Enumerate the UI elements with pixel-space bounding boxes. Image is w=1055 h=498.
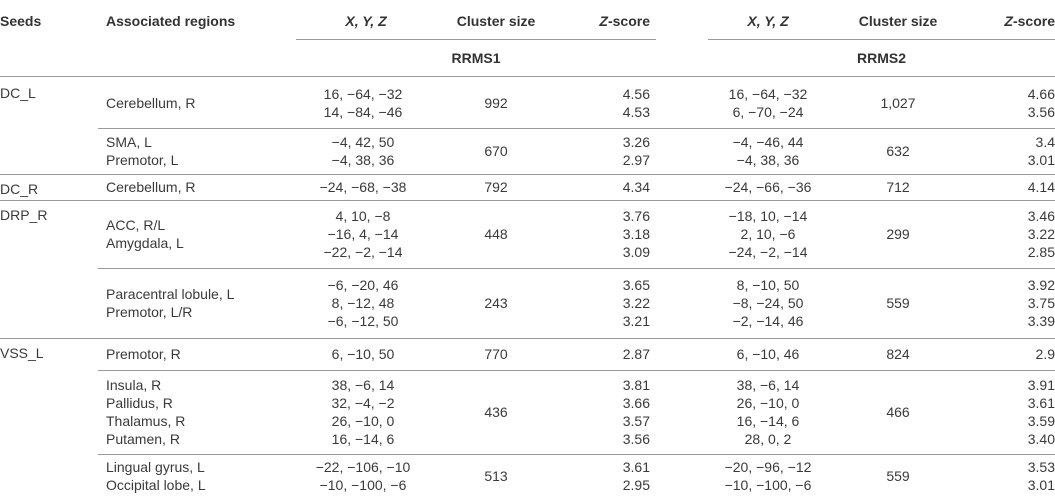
cluster-size-rrms1-cell-value: 770 xyxy=(484,346,508,362)
xyz-rrms2-cell-value: −24, −2, −14 xyxy=(728,244,808,260)
xyz-rrms1-cell-value: −22, −2, −14 xyxy=(323,244,403,260)
zscore-rrms2-cell xyxy=(960,454,1055,498)
xyz-rrms1-cell xyxy=(290,200,436,268)
cluster-size-rrms1-cell xyxy=(436,128,556,174)
xyz-rrms2-cell-value: 6, −70, −24 xyxy=(732,104,804,120)
xyz-rrms1-cell xyxy=(290,370,436,454)
xyz-rrms1-cell-value: 14, −84, −46 xyxy=(323,104,403,120)
xyz-rrms1-cell-value: −24, −68, −38 xyxy=(319,179,407,195)
header-zscore-rrms1: Z-score xyxy=(599,13,650,29)
cluster-size-rrms2-cell xyxy=(836,338,960,370)
zscore-rrms1-cell-value: 3.18 xyxy=(622,226,650,242)
xyz-rrms2-cell-value: −18, 10, −14 xyxy=(728,208,808,224)
xyz-rrms1-cell-value: −6, −12, 50 xyxy=(327,313,399,329)
xyz-rrms2-cell-value: 16, −64, −32 xyxy=(728,86,808,102)
zscore-rrms1-cell xyxy=(556,338,650,370)
cluster-size-rrms2-cell xyxy=(836,128,960,174)
xyz-rrms2-cell xyxy=(700,78,836,128)
xyz-rrms2-cell xyxy=(700,338,836,370)
zscore-rrms1-cell-value: 3.57 xyxy=(622,413,650,429)
xyz-rrms1-cell-value: 26, −10, 0 xyxy=(331,413,395,429)
cluster-size-rrms2-cell xyxy=(836,268,960,338)
zscore-rrms2-cell-value: 3.53 xyxy=(1027,459,1055,475)
group-label-rrms1: RRMS1 xyxy=(451,50,501,66)
xyz-rrms2-cell-value: −10, −100, −6 xyxy=(724,477,812,493)
zscore-rrms1-cell-value: 3.22 xyxy=(622,295,650,311)
table-row xyxy=(0,200,1055,268)
associated-regions-cell-value: Premotor, R xyxy=(106,346,181,362)
zscore-rrms2-cell-value: 3.59 xyxy=(1027,413,1055,429)
table-row xyxy=(0,268,1055,338)
zscore-rrms1-cell-value: 3.76 xyxy=(622,208,650,224)
zscore-rrms2-cell-value: 3.61 xyxy=(1027,395,1055,411)
associated-regions-cell-value: Lingual gyrus, L xyxy=(106,459,205,475)
xyz-rrms2-cell-value: 38, −6, 14 xyxy=(736,377,800,393)
zscore-rrms2-cell-value: 3.46 xyxy=(1027,208,1055,224)
zscore-rrms2-cell-value: 3.75 xyxy=(1027,295,1055,311)
cluster-size-rrms2-cell-value: 559 xyxy=(886,468,910,484)
xyz-rrms2-cell-value: −4, −46, 44 xyxy=(732,134,804,150)
zscore-rrms1-cell-value: 2.95 xyxy=(622,477,650,493)
xyz-rrms2-cell xyxy=(700,454,836,498)
rrms1-group-rule xyxy=(296,39,656,40)
xyz-rrms1-cell-value: −4, 42, 50 xyxy=(331,134,395,150)
associated-regions-cell xyxy=(106,338,296,370)
table-row xyxy=(0,78,1055,128)
xyz-rrms1-cell-value: −22, −106, −10 xyxy=(315,459,411,475)
cluster-size-rrms1-cell xyxy=(436,200,556,268)
zscore-rrms2-cell-value: 3.4 xyxy=(1035,134,1055,150)
cluster-size-rrms2-cell-value: 712 xyxy=(886,179,910,195)
zscore-rrms2-cell-value: 3.01 xyxy=(1027,152,1055,168)
zscore-rrms1-cell-value: 3.26 xyxy=(622,134,650,150)
zscore-rrms2-cell xyxy=(960,78,1055,128)
associated-regions-cell xyxy=(106,370,296,454)
cluster-size-rrms2-cell xyxy=(836,174,960,200)
xyz-rrms2-cell xyxy=(700,268,836,338)
cluster-size-rrms1-cell-value: 448 xyxy=(484,226,508,242)
cluster-size-rrms2-cell-value: 824 xyxy=(886,346,910,362)
zscore-rrms2-cell xyxy=(960,338,1055,370)
xyz-rrms1-cell-value: −10, −100, −6 xyxy=(319,477,407,493)
xyz-rrms2-cell xyxy=(700,174,836,200)
zscore-rrms2-cell xyxy=(960,200,1055,268)
cluster-size-rrms1-cell xyxy=(436,174,556,200)
header-cluster-size-rrms1: Cluster size xyxy=(456,13,536,29)
table-row xyxy=(0,454,1055,498)
cluster-size-rrms2-cell xyxy=(836,78,960,128)
zscore-rrms2-cell-value: 3.40 xyxy=(1027,431,1055,447)
zscore-rrms1-cell-value: 4.34 xyxy=(622,179,650,195)
zscore-rrms1-cell-value: 3.81 xyxy=(622,377,650,393)
xyz-rrms2-cell-value: −8, −24, 50 xyxy=(732,295,804,311)
xyz-rrms1-cell-value: −16, 4, −14 xyxy=(327,226,399,242)
associated-regions-cell xyxy=(106,268,296,338)
seed-cell: DRP_R xyxy=(0,207,48,223)
cluster-size-rrms1-cell xyxy=(436,338,556,370)
xyz-rrms2-cell-value: −20, −96, −12 xyxy=(724,459,812,475)
cluster-size-rrms1-cell-value: 670 xyxy=(484,143,508,159)
associated-regions-cell-value: Insula, R xyxy=(106,377,162,393)
zscore-rrms2-cell xyxy=(960,174,1055,200)
associated-regions-cell xyxy=(106,174,296,200)
associated-regions-cell-value: Cerebellum, R xyxy=(106,95,196,111)
zscore-rrms1-cell-value: 3.09 xyxy=(622,244,650,260)
cluster-size-rrms1-cell-value: 436 xyxy=(484,404,508,420)
associated-regions-cell-value: Occipital lobe, L xyxy=(106,477,206,493)
seed-cell: DC_R xyxy=(0,181,39,197)
zscore-rrms1-cell xyxy=(556,370,650,454)
xyz-rrms1-cell-value: 16, −14, 6 xyxy=(331,431,395,447)
xyz-rrms2-cell-value: −24, −66, −36 xyxy=(724,179,812,195)
xyz-rrms1-cell-value: −4, 38, 36 xyxy=(331,152,395,168)
xyz-rrms2-cell-value: 8, −10, 50 xyxy=(736,277,800,293)
xyz-rrms1-cell xyxy=(290,454,436,498)
zscore-rrms1-cell xyxy=(556,174,650,200)
zscore-rrms2-cell-value: 4.66 xyxy=(1027,86,1055,102)
cluster-size-rrms1-cell-value: 243 xyxy=(484,295,508,311)
cluster-size-rrms1-cell xyxy=(436,78,556,128)
zscore-rrms2-cell xyxy=(960,370,1055,454)
header-zscore-rrms2: Z-score xyxy=(1004,13,1055,29)
xyz-rrms2-cell-value: −4, 38, 36 xyxy=(736,152,800,168)
seed-cell: DC_L xyxy=(0,85,36,101)
zscore-rrms2-cell-value: 3.91 xyxy=(1027,377,1055,393)
associated-regions-cell xyxy=(106,78,296,128)
cluster-size-rrms2-cell xyxy=(836,200,960,268)
associated-regions-cell-value: SMA, L xyxy=(106,134,152,150)
zscore-rrms2-cell-value: 3.01 xyxy=(1027,477,1055,493)
zscore-rrms1-cell xyxy=(556,454,650,498)
zscore-rrms2-cell-value: 3.39 xyxy=(1027,313,1055,329)
cluster-size-rrms2-cell xyxy=(836,454,960,498)
cluster-size-rrms2-cell-value: 632 xyxy=(886,143,910,159)
associated-regions-cell-value: Thalamus, R xyxy=(106,413,186,429)
xyz-rrms2-cell-value: 6, −10, 46 xyxy=(736,346,800,362)
zscore-rrms1-cell-value: 3.65 xyxy=(622,277,650,293)
zscore-rrms1-cell xyxy=(556,78,650,128)
associated-regions-cell-value: Premotor, L/R xyxy=(106,304,193,320)
xyz-rrms1-cell xyxy=(290,128,436,174)
cluster-size-rrms1-cell-value: 513 xyxy=(484,468,508,484)
associated-regions-cell-value: Premotor, L xyxy=(106,152,179,168)
xyz-rrms1-cell xyxy=(290,268,436,338)
xyz-rrms1-cell xyxy=(290,338,436,370)
xyz-rrms1-cell-value: 38, −6, 14 xyxy=(331,377,395,393)
cluster-size-rrms1-cell xyxy=(436,370,556,454)
zscore-rrms2-cell-value: 4.14 xyxy=(1027,179,1055,195)
zscore-rrms1-cell-value: 2.97 xyxy=(622,152,650,168)
rrms2-group-rule xyxy=(708,39,1055,40)
zscore-rrms1-cell-value: 3.61 xyxy=(622,459,650,475)
header-seeds: Seeds xyxy=(0,13,42,29)
cluster-size-rrms2-cell-value: 299 xyxy=(886,226,910,242)
xyz-rrms2-cell-value: −2, −14, 46 xyxy=(732,313,804,329)
associated-regions-cell-value: Amygdala, L xyxy=(106,235,184,251)
xyz-rrms2-cell xyxy=(700,200,836,268)
associated-regions-cell xyxy=(106,200,296,268)
xyz-rrms1-cell xyxy=(290,78,436,128)
associated-regions-cell-value: Pallidus, R xyxy=(106,395,173,411)
cluster-size-rrms2-cell-value: 1,027 xyxy=(880,95,916,111)
seed-cell: VSS_L xyxy=(0,345,44,361)
table-row xyxy=(0,174,1055,200)
associated-regions-cell-value: ACC, R/L xyxy=(106,217,166,233)
associated-regions-cell-value: Putamen, R xyxy=(106,431,180,447)
associated-regions-cell xyxy=(106,128,296,174)
table-row xyxy=(0,128,1055,174)
zscore-rrms1-cell-value: 3.56 xyxy=(622,431,650,447)
associated-regions-cell xyxy=(106,454,296,498)
zscore-rrms2-cell-value: 3.22 xyxy=(1027,226,1055,242)
xyz-rrms2-cell-value: 16, −14, 6 xyxy=(736,413,800,429)
xyz-rrms2-cell xyxy=(700,128,836,174)
xyz-rrms1-cell-value: 16, −64, −32 xyxy=(323,86,403,102)
zscore-rrms2-cell-value: 2.9 xyxy=(1035,346,1055,362)
zscore-rrms2-cell-value: 3.56 xyxy=(1027,104,1055,120)
cluster-size-rrms1-cell-value: 992 xyxy=(484,95,508,111)
cluster-size-rrms1-cell xyxy=(436,268,556,338)
table-row xyxy=(0,338,1055,370)
zscore-rrms2-cell-value: 2.85 xyxy=(1027,244,1055,260)
zscore-rrms1-cell-value: 3.21 xyxy=(622,313,650,329)
xyz-rrms2-cell-value: 26, −10, 0 xyxy=(736,395,800,411)
xyz-rrms1-cell-value: 8, −12, 48 xyxy=(331,295,395,311)
associated-regions-cell-value: Cerebellum, R xyxy=(106,179,196,195)
cluster-size-rrms1-cell-value: 792 xyxy=(484,179,508,195)
cluster-size-rrms2-cell-value: 466 xyxy=(886,404,910,420)
xyz-rrms2-cell-value: 2, 10, −6 xyxy=(740,226,796,242)
xyz-rrms2-cell-value: 28, 0, 2 xyxy=(744,431,792,447)
header-xyz-rrms2: X, Y, Z xyxy=(747,13,789,29)
xyz-rrms1-cell-value: 32, −4, −2 xyxy=(331,395,395,411)
xyz-rrms1-cell xyxy=(290,174,436,200)
zscore-rrms1-cell-value: 2.87 xyxy=(622,346,650,362)
cluster-size-rrms1-cell xyxy=(436,454,556,498)
xyz-rrms1-cell-value: 4, 10, −8 xyxy=(335,208,391,224)
zscore-rrms1-cell-value: 3.66 xyxy=(622,395,650,411)
table-row xyxy=(0,370,1055,454)
zscore-rrms2-cell-value: 3.92 xyxy=(1027,277,1055,293)
associated-regions-cell-value: Paracentral lobule, L xyxy=(106,286,235,302)
cluster-size-rrms2-cell-value: 559 xyxy=(886,295,910,311)
xyz-rrms1-cell-value: −6, −20, 46 xyxy=(327,277,399,293)
zscore-rrms1-cell xyxy=(556,200,650,268)
header-cluster-size-rrms2: Cluster size xyxy=(858,13,938,29)
zscore-rrms1-cell-value: 4.56 xyxy=(622,86,650,102)
group-label-rrms2: RRMS2 xyxy=(856,50,906,66)
header-xyz-rrms1: X, Y, Z xyxy=(345,13,387,29)
xyz-rrms1-cell-value: 6, −10, 50 xyxy=(331,346,395,362)
zscore-rrms2-cell xyxy=(960,268,1055,338)
cluster-size-rrms2-cell xyxy=(836,370,960,454)
xyz-rrms2-cell xyxy=(700,370,836,454)
header-associated-regions: Associated regions xyxy=(106,13,236,29)
zscore-rrms1-cell xyxy=(556,128,650,174)
zscore-rrms1-cell-value: 4.53 xyxy=(622,104,650,120)
zscore-rrms2-cell xyxy=(960,128,1055,174)
zscore-rrms1-cell xyxy=(556,268,650,338)
header-bottom-rule xyxy=(0,76,1055,77)
